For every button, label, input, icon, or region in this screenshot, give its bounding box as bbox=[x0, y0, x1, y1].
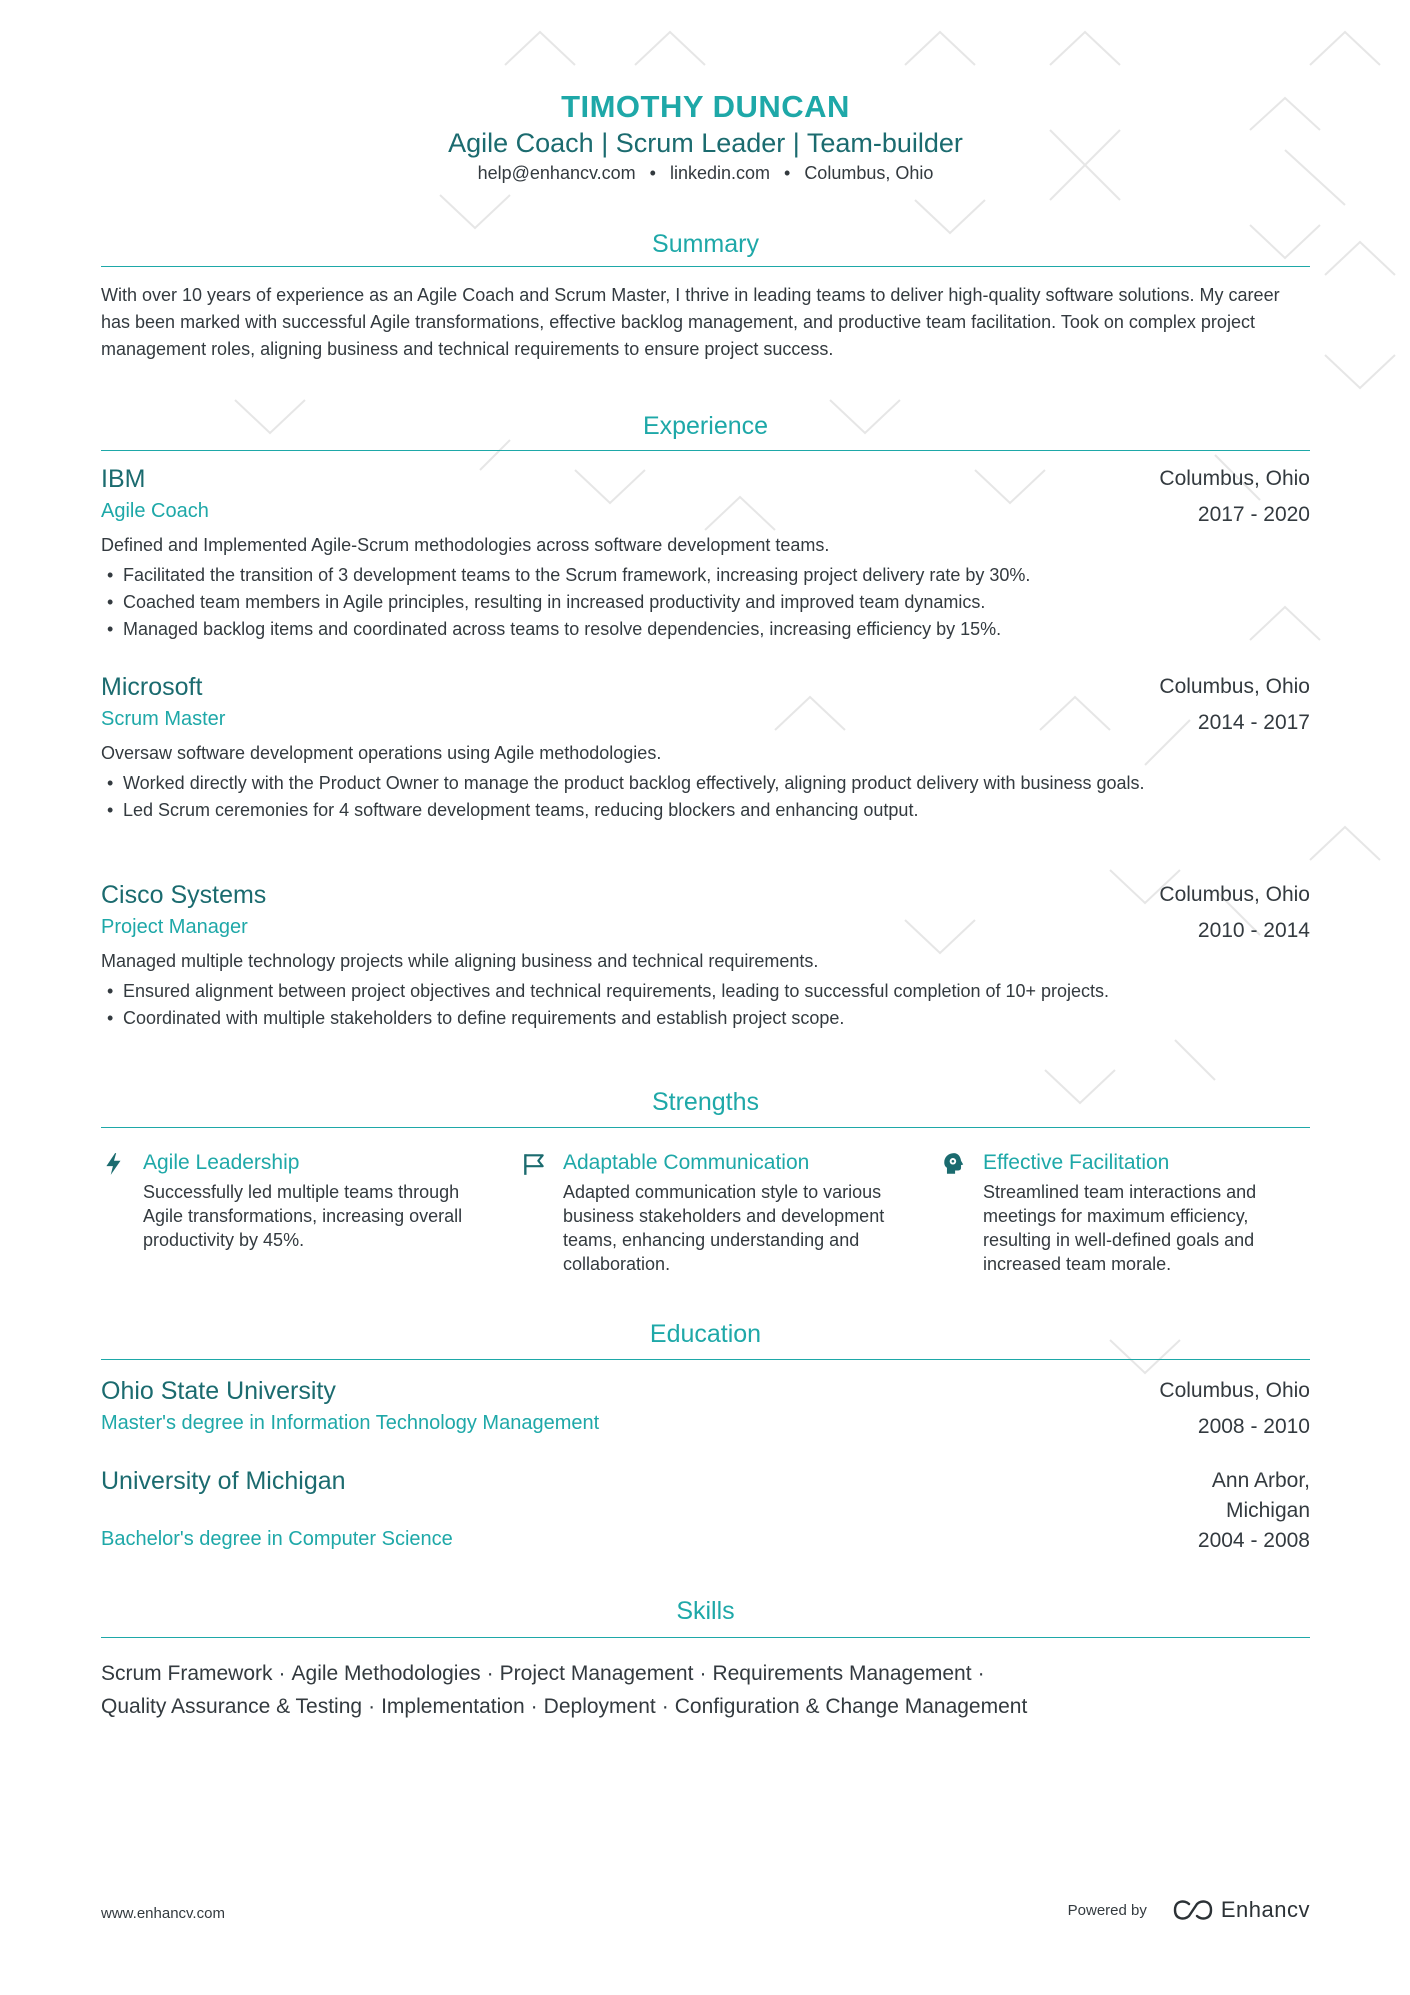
experience-entry bbox=[101, 880, 1310, 1032]
summary-text: With over 10 years of experience as an Agile Coach and Scrum Master, I thrive in leading teams to deliver high-quality software solutions. My career has been marked with successful Agile transformations, effective backlog management, and productive team facilitation. Took on complex project management roles, aligning business and technical requirements to ensure project success. bbox=[101, 285, 1280, 359]
education-meta bbox=[1159, 1376, 1310, 1442]
achievement-item: • Managed backlog items and coordinated across teams to resolve dependencies, increasing efficiency by 15%. bbox=[101, 616, 1310, 643]
job-role: Project Manager bbox=[101, 916, 248, 938]
resume-page bbox=[101, 0, 1310, 1995]
brand-name: Enhancv bbox=[1220, 1897, 1310, 1922]
strength-text: Streamlined team interactions and meetings for maximum efficiency, resulting in well-defined goals and increased team morale. bbox=[983, 1182, 1257, 1274]
job-role: Scrum Master bbox=[101, 708, 226, 730]
skill-item: Implementation bbox=[381, 1695, 525, 1718]
enhancv-logo-icon bbox=[1171, 1898, 1215, 1922]
separator-dot: • bbox=[784, 163, 791, 183]
experience-heading: Experience bbox=[642, 412, 769, 440]
job-description: Managed multiple technology projects while aligning business and technical requirements. bbox=[101, 951, 819, 971]
achievement-item: • Facilitated the transition of 3 development teams to the Scrum framework, increasing project delivery rate by 30%. bbox=[101, 562, 1310, 589]
company-name: IBM bbox=[101, 465, 146, 493]
section-divider bbox=[101, 266, 1310, 267]
experience-entry bbox=[101, 464, 1310, 643]
strength-title: Agile Leadership bbox=[143, 1151, 300, 1174]
school-name: University of Michigan bbox=[101, 1467, 346, 1495]
skill-item: Scrum Framework bbox=[101, 1662, 273, 1685]
email-link[interactable]: help@enhancv.com bbox=[477, 163, 636, 183]
achievement-item: • Led Scrum ceremonies for 4 software development teams, reducing blockers and enhancing output. bbox=[101, 797, 1310, 824]
candidate-name: TIMOTHY DUNCAN bbox=[561, 89, 850, 124]
head-gear-icon bbox=[941, 1151, 967, 1177]
job-dates: 2010 - 2014 bbox=[1197, 919, 1310, 942]
achievement-list bbox=[101, 770, 1310, 824]
job-location: Columbus, Ohio bbox=[1159, 675, 1310, 698]
flag-icon bbox=[521, 1151, 547, 1177]
strength-title: Effective Facilitation bbox=[983, 1151, 1170, 1174]
skills-heading: Skills bbox=[676, 1597, 735, 1625]
linkedin-link[interactable]: linkedin.com bbox=[669, 163, 770, 183]
job-location: Columbus, Ohio bbox=[1159, 467, 1310, 490]
skill-item: Project Management bbox=[499, 1662, 694, 1685]
school-name: Ohio State University bbox=[101, 1377, 336, 1405]
lightning-bolt-icon bbox=[101, 1151, 127, 1177]
candidate-title: Agile Coach | Scrum Leader | Team-builder bbox=[448, 128, 963, 158]
school-location-line2: Michigan bbox=[1225, 1499, 1310, 1522]
company-name: Microsoft bbox=[101, 673, 203, 701]
achievement-item: • Coached team members in Agile principles, resulting in increased productivity and improved team dynamics. bbox=[101, 589, 1310, 616]
contact-line bbox=[101, 160, 1310, 186]
skill-item: Requirements Management bbox=[712, 1662, 972, 1685]
education-entry bbox=[101, 1376, 1310, 1438]
education-heading: Education bbox=[649, 1320, 762, 1348]
powered-by-badge[interactable] bbox=[1068, 1897, 1310, 1923]
section-divider bbox=[101, 1127, 1310, 1128]
location-text: Columbus, Ohio bbox=[804, 163, 934, 183]
achievement-list bbox=[101, 562, 1310, 643]
school-location: Columbus, Ohio bbox=[1159, 1379, 1310, 1402]
degree-name: Bachelor's degree in Computer Science bbox=[101, 1528, 453, 1550]
job-location: Columbus, Ohio bbox=[1159, 883, 1310, 906]
strength-item bbox=[941, 1149, 1321, 1276]
achievement-item: • Coordinated with multiple stakeholders to define requirements and establish project scope. bbox=[101, 1005, 1310, 1032]
education-dates: 2004 - 2008 bbox=[1197, 1529, 1310, 1552]
strength-text: Adapted communication style to various business stakeholders and development teams, enhancing understanding and collaboration. bbox=[563, 1182, 885, 1274]
strengths-grid bbox=[101, 1149, 1310, 1289]
section-divider bbox=[101, 450, 1310, 451]
separator-dot: • bbox=[649, 163, 656, 183]
achievement-item: • Worked directly with the Product Owner to manage the product backlog effectively, aligning product delivery with business goals. bbox=[101, 770, 1310, 797]
section-divider bbox=[101, 1637, 1310, 1638]
education-entry bbox=[101, 1466, 1310, 1554]
resume-header bbox=[101, 88, 1310, 186]
skills-list: Scrum Framework · Agile Methodologies · Project Management · Requirements Management · Quality Assurance & Testing · Implementation · Deployment · Configuration & Change Management bbox=[101, 1662, 1028, 1718]
job-description: Defined and Implemented Agile-Scrum methodologies across software development teams. bbox=[101, 535, 830, 555]
company-name: Cisco Systems bbox=[101, 881, 267, 909]
job-role: Agile Coach bbox=[101, 500, 209, 522]
skill-item: Configuration & Change Management bbox=[674, 1695, 1028, 1718]
experience-entry bbox=[101, 672, 1310, 824]
strength-item bbox=[101, 1149, 481, 1252]
job-meta bbox=[1159, 464, 1310, 530]
skill-item: Quality Assurance & Testing bbox=[101, 1695, 363, 1718]
summary-heading: Summary bbox=[652, 230, 759, 258]
strength-text: Successfully led multiple teams through Agile transformations, increasing overall productivity by 45%. bbox=[143, 1182, 463, 1250]
powered-by-label: Powered by bbox=[1067, 1901, 1147, 1919]
achievement-item: • Ensured alignment between project objectives and technical requirements, leading to successful completion of 10+ projects. bbox=[101, 978, 1310, 1005]
strengths-heading: Strengths bbox=[651, 1088, 759, 1116]
education-meta bbox=[1198, 1466, 1310, 1556]
job-meta bbox=[1159, 672, 1310, 738]
achievement-list bbox=[101, 978, 1310, 1032]
job-description: Oversaw software development operations using Agile methodologies. bbox=[101, 743, 662, 763]
skill-item: Deployment bbox=[543, 1695, 656, 1718]
strength-item bbox=[521, 1149, 901, 1276]
school-location-line1: Ann Arbor, bbox=[1211, 1469, 1310, 1492]
degree-name: Master's degree in Information Technology Management bbox=[101, 1412, 600, 1434]
job-dates: 2017 - 2020 bbox=[1197, 503, 1310, 526]
education-dates: 2008 - 2010 bbox=[1197, 1415, 1310, 1438]
section-divider bbox=[101, 1359, 1310, 1360]
strength-title: Adaptable Communication bbox=[563, 1151, 810, 1174]
skill-item: Agile Methodologies bbox=[291, 1662, 481, 1685]
job-meta bbox=[1159, 880, 1310, 946]
website-link[interactable]: www.enhancv.com bbox=[101, 1905, 225, 1922]
job-dates: 2014 - 2017 bbox=[1197, 711, 1310, 734]
